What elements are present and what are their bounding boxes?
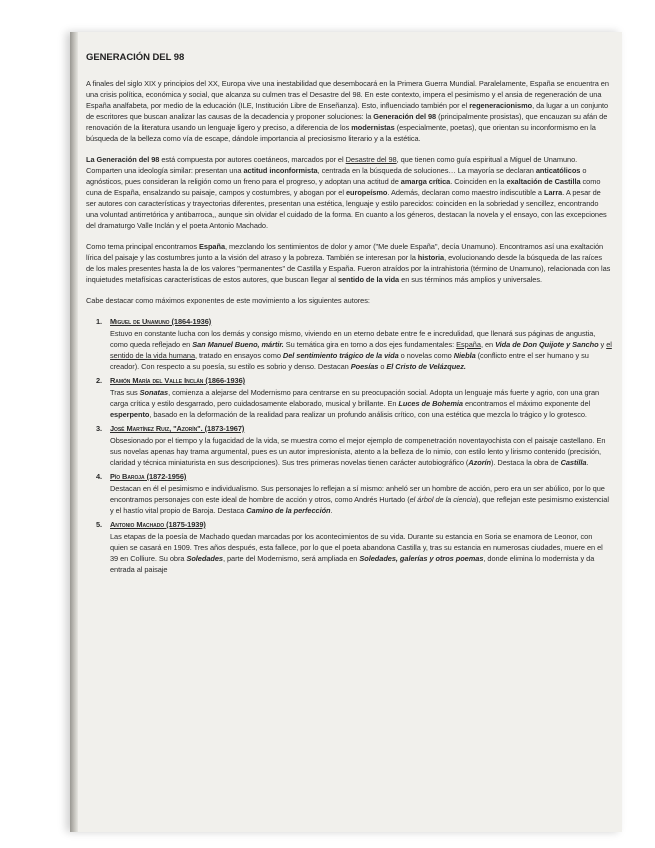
author-description: Estuvo en constante lucha con los demás y consigo mismo, viviendo en un eterno debate entre fe e incredulidad, que llenará sus páginas de angustia, como queda reflejado en San Manuel Bueno, mártir. Su temática gira en torno a dos ejes fundamentales: España, en Vida de Don Quijote y Sancho y el sentido de la vida humana, tratado en ensayos como Del sentimiento trágico de la vida o novelas como Niebla (conflicto entre el ser humano y su creador). Con respecto a su poesía, su estilo es sobrio y denso. Destacan Poesías o El Cristo de Velázquez. [110, 329, 612, 371]
author-heading: José Martínez Ruiz, "Azorín". (1873-1967) [110, 424, 245, 433]
paragraph-generation: La Generación del 98 está compuesta por autores coetáneos, marcados por el Desastre del 98, que tienen como guía espiritual a Miguel de Unamuno. Comparten una ideología similar: presentan una actitud inconformista, centrada en la búsqueda de soluciones… La mayoría se declaran anticatólicos o agnósticos, pues consideran la religión como un freno para el progreso, y adoptan una actitud de amarga crítica. Coinciden en la exaltación de Castilla como cuna de España, ensalzando su paisaje, campos y costumbres, y abogan por el europeísmo. Además, declaran como maestro indiscutible a Larra. A pesar de ser autores con características y trayectorias diferentes, presentan una estética, lenguaje y estilo parecidos: coinciden en la sobriedad y sencillez, encontrando una voluntad antirretórica y antibarroca,, aunque sin olvidar el cuidado de la forma. En cuanto a los géneros, destacan la novela y el ensayo, con las excepciones del dramaturgo Valle Inclán y el poeta Antonio Machado. [86, 155, 607, 230]
paragraph-intro: A finales del siglo XIX y principios del XX, Europa vive una inestabilidad que desembocará en la Primera Guerra Mundial. Paralelamente, España se encuentra en una crisis política, económica y social, que alcanza su culmen tras el Desastre del 98. En este contexto, impera el pesimismo y el ansia de regeneración de una España analfabeta, por medio de la educación (ILE, Institución Libre de Enseñanza). Esto, influenciado también por el regeneracionismo, da lugar a un conjunto de escritores que buscan analizar las causas de la decadencia y proponer soluciones: la Generación del 98 (principalmente prosistas), que encauzan su afán de renovación de la literatura usando un lenguaje ligero y preciso, a diferencia de los modernistas (especialmente, poetas), que orientan su inconformismo en la búsqueda de la belleza como vía de escape, dándole importancia al preciosismo literario y a la estética. [86, 79, 609, 143]
page-edge-shadow [70, 32, 78, 832]
author-heading: Ramón María del Valle Inclán (1866-1936) [110, 376, 246, 385]
author-item-azorin: 3. José Martínez Ruiz, "Azorín". (1873-1967) Obsesionado por el tiempo y la fugacidad de la vida, se muestra como el mejor ejemplo de compenetración noventayochista con el paisaje castellano. En sus novelas apenas hay trama argumental, pues es un autor impresionista, atento a la belleza de lo nimio, con estilo lento y lirismo contenido (precisión, claridad y técnica miniaturista en sus descripciones). Sus tres primeras novelas tienen carácter autobiográfico (Azorín). Destaca la obra de Castilla. [110, 423, 612, 468]
author-item-unamuno: 1. Miguel de Unamuno (1864-1936) Estuvo en constante lucha con los demás y consigo mismo, viviendo en un eterno debate entre fe e incredulidad, que llenará sus páginas de angustia, como queda reflejado en San Manuel Bueno, mártir. Su temática gira en torno a dos ejes fundamentales: España, en Vida de Don Quijote y Sancho y el sentido de la vida humana, tratado en ensayos como Del sentimiento trágico de la vida o novelas como Niebla (conflicto entre el ser humano y su creador). Con respecto a su poesía, su estilo es sobrio y denso. Destacan Poesías o El Cristo de Velázquez. [96, 317, 612, 371]
author-heading: Pío Baroja (1872-1956) [110, 472, 187, 481]
author-heading: Miguel de Unamuno (1864-1936) [110, 317, 212, 326]
author-item-valle-inclan: 2. Ramón María del Valle Inclán (1866-1936) Tras sus Sonatas, comienza a alejarse del Modernismo para centrarse en su preocupación social. Adopta un lenguaje más fuerte y agrio, con una gran carga crítica y estilo desgarrado, pero cuidadosamente elaborado, musical y brillante. En Luces de Bohemia encontramos el máximo exponente del esperpento, basado en la deformación de la realidad para realizar un profundo análisis crítico, con una estética que mezcla lo trágico y lo grotesco. [110, 375, 612, 420]
document-page [70, 32, 622, 832]
paragraph-themes: Como tema principal encontramos España, mezclando los sentimientos de dolor y amor ("Me duele España", decía Unamuno). Encontramos así una exaltación lírica del paisaje y las costumbres junto a la visión del atraso y la pobreza. También se interesan por la historia, evolucionando desde la búsqueda de las raíces de los males presentes hasta la de los valores "permanentes" de Castilla y España. Fueron atraídos por la intrahistoria (término de Unamuno), relacionada con las inquietudes metafísicas características de estos autores, que buscan llegar al sentido de la vida en sus términos más amplios y universales. [86, 242, 611, 284]
author-description: Tras sus Sonatas, comienza a alejarse del Modernismo para centrarse en su preocupación social. Adopta un lenguaje más fuerte y agrio, con una gran carga crítica y estilo desgarrado, pero cuidadosamente elaborado, musical y brillante. En Luces de Bohemia encontramos el máximo exponente del esperpento, basado en la deformación de la realidad para realizar un profundo análisis crítico, con una estética que mezcla lo trágico y lo grotesco. [110, 388, 600, 419]
author-heading: Antonio Machado (1875-1939) [110, 520, 206, 529]
document-content [86, 52, 612, 578]
authors-list [86, 316, 612, 575]
author-description: Destacan en él el pesimismo e individualismo. Sus personajes lo reflejan a sí mismo: anheló ser un hombre de acción, pero era un ser abúlico, por lo que encontramos personajes con este ideal de hombre de acción y otros, como Andrés Hurtado (el árbol de la ciencia), que reflejan este pesimismo existencial y el hastío vital propio de Baroja. Destaca Camino de la perfección. [110, 484, 609, 515]
author-description: Obsesionado por el tiempo y la fugacidad de la vida, se muestra como el mejor ejemplo de compenetración noventayochista con el paisaje castellano. En sus novelas apenas hay trama argumental, pues es un autor impresionista, atento a la belleza de lo nimio, con estilo lento y lirismo contenido (precisión, claridad y técnica miniaturista en sus descripciones). Sus tres primeras novelas tienen carácter autobiográfico (Azorín). Destaca la obra de Castilla. [110, 436, 606, 467]
author-item-machado: 5. Antonio Machado (1875-1939) Las etapas de la poesía de Machado quedan marcadas por los acontecimientos de su vida. Durante su estancia en Soria se enamora de Leonor, con quien se casará en 1909. Tres años después, esta fallece, por lo que el poeta abandona Castilla y, tras su estancia en numerosas ciudades, muere en el 39 en Colliure. Su obra Soledades, parte del Modernismo, será ampliada en Soledades, galerías y otros poemas, donde elimina lo modernista y da entrada al paisaje [110, 519, 612, 575]
document-title: GENERACIÓN DEL 98 [86, 52, 185, 63]
author-description: Las etapas de la poesía de Machado quedan marcadas por los acontecimientos de su vida. Durante su estancia en Soria se enamora de Leonor, con quien se casará en 1909. Tres años después, esta fallece, por lo que el poeta abandona Castilla y, tras su estancia en numerosas ciudades, muere en el 39 en Colliure. Su obra Soledades, parte del Modernismo, será ampliada en Soledades, galerías y otros poemas, donde elimina lo modernista y da entrada al paisaje [110, 532, 603, 574]
paragraph-authors-intro: Cabe destacar como máximos exponentes de este movimiento a los siguientes autores: [86, 296, 370, 305]
author-item-baroja: 4. Pío Baroja (1872-1956) Destacan en él el pesimismo e individualismo. Sus personajes lo reflejan a sí mismo: anheló ser un hombre de acción, pero era un ser abúlico, por lo que encontramos personajes con este ideal de hombre de acción y otros, como Andrés Hurtado (el árbol de la ciencia), que reflejan este pesimismo existencial y el hastío vital propio de Baroja. Destaca Camino de la perfección. [110, 471, 612, 516]
